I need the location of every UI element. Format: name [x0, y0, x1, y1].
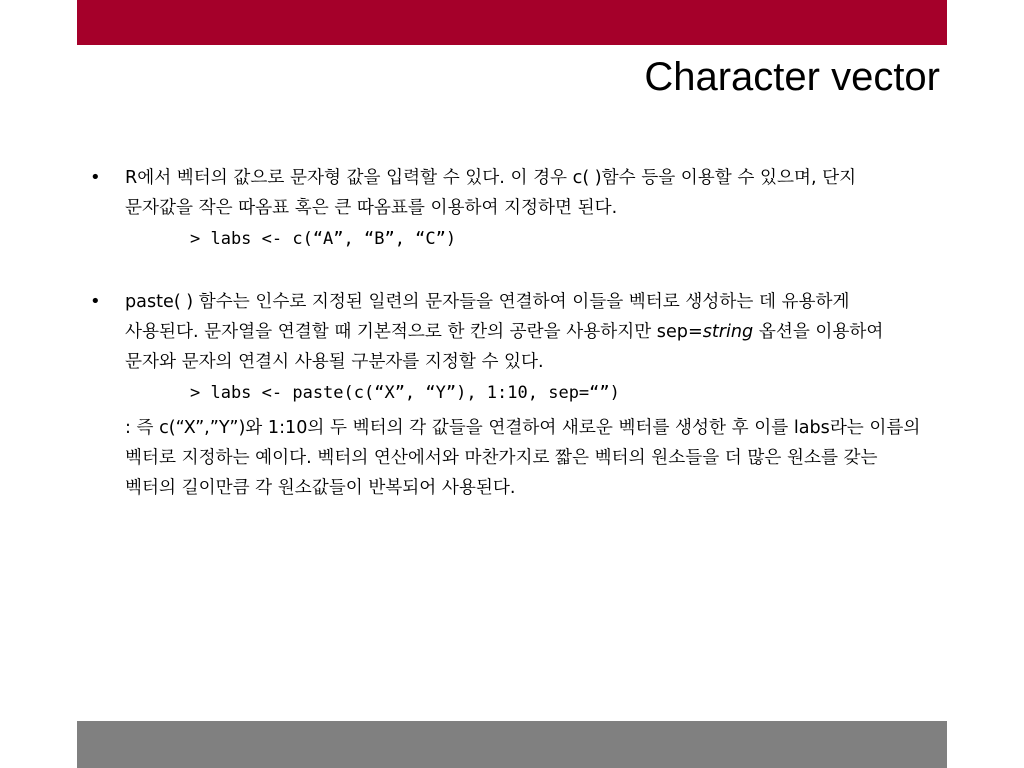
bullet-text: R에서 벡터의 값으로 문자형 값을 입력할 수 있다. 이 경우 c( )함수 등을 이용할 수 있으며, 단지 문자값을 작은 따옴표 혹은 큰 따옴표를 이용하여 지정하면 된다.	[125, 168, 857, 218]
code-example: > labs <- c(“A”, “B”, “C”)	[190, 229, 457, 249]
bullet-text-part: paste( ) 함수는 인수로 지정된 일련의 문자들을 연결하여 이들을 벡터로 생성하는 데 유용하게 사용된다. 문자열을 연결할 때 기본적으로 한 칸의 공란을 사용하지만 sep=	[125, 292, 850, 342]
explanation-note: : 즉 c(“X”,”Y”)와 1:10의 두 벡터의 각 값들을 연결하여 새로운 벡터를 생성한 후 이를 labs라는 이름의 벡터로 지정하는 예이다. 벡터의 연산에서와 마찬가지로 짧은 벡터의 원소들을 더 많은 원소를 갖는 벡터의 길이만큼 각 원소값들이 반복되어 사용된다.	[125, 418, 921, 498]
bullet-icon: •	[90, 167, 101, 188]
bullet-item-paste-function	[90, 287, 940, 503]
bullet-icon: •	[90, 291, 101, 312]
bullet-item-character-input	[90, 163, 940, 253]
bullet-text	[125, 287, 925, 377]
slide-content	[90, 163, 940, 503]
header-accent-bar	[77, 0, 947, 45]
bullet-text-part: 옵션을 이용하여 문자와 문자의 연결시 사용될 구분자를 지정할 수 있다.	[125, 322, 884, 372]
code-example: > labs <- paste(c(“X”, “Y”), 1:10, sep=“”)	[190, 383, 620, 403]
slide-title: Character vector	[644, 55, 940, 99]
footer-bar	[77, 721, 947, 768]
italic-term: string	[702, 322, 754, 342]
